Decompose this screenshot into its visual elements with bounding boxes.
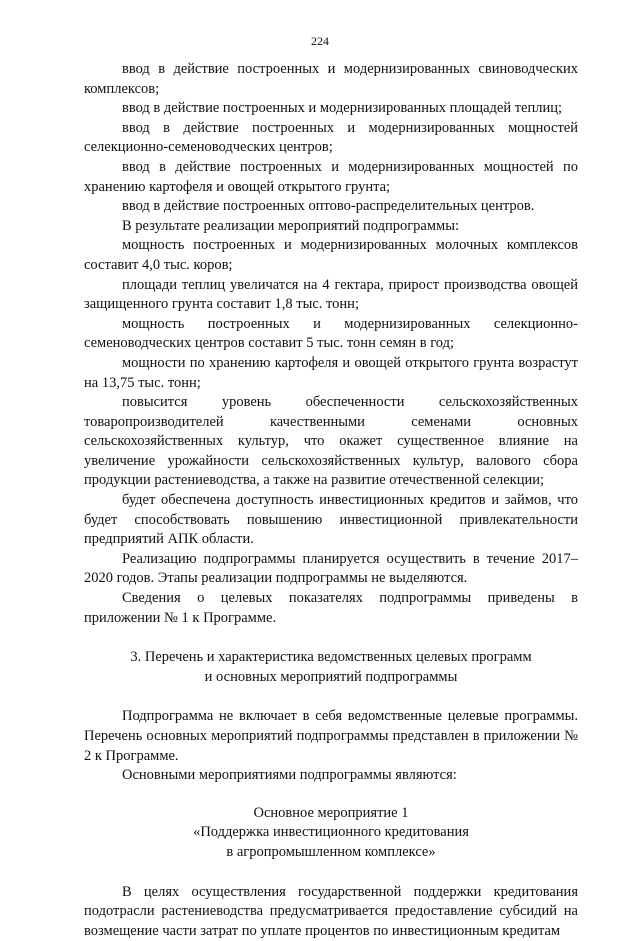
paragraph: В результате реализации мероприятий подпрограммы:: [122, 217, 459, 234]
paragraph: мощность построенных и модернизированных молочных комплексов составит 4,0 тыс. коров;: [84, 237, 578, 273]
activity-heading-line: Основное мероприятие 1: [253, 804, 409, 821]
paragraph: Сведения о целевых показателях подпрограммы приведены в приложении № 1 к Программе.: [84, 590, 578, 626]
activity-heading-line: «Поддержка инвестиционного кредитования: [193, 824, 469, 841]
paragraph: ввод в действие построенных и модернизированных площадей теплиц;: [122, 100, 563, 117]
spacer: [84, 863, 578, 883]
paragraph: Основными мероприятиями подпрограммы являются:: [122, 767, 457, 784]
paragraph: ввод в действие построенных и модернизированных свиноводческих комплексов;: [84, 61, 578, 97]
spacer: [84, 628, 578, 648]
paragraph: повысится уровень обеспеченности сельскохозяйственных товаропроизводителей качественными семенами основных сельскохозяйственных культур, что окажет существенное влияние на увеличение урожайности сельскохозяйственных культур, валового сбора продукции растениеводства, а также на развитие отечественной селекции;: [84, 394, 578, 489]
paragraph: площади теплиц увеличатся на 4 гектара, прирост производства овощей защищенного грунта составит 1,8 тыс. тонн;: [84, 276, 578, 313]
spacer: [84, 687, 578, 707]
section-heading-line: и основных мероприятий подпрограммы: [204, 668, 458, 685]
paragraph: В целях осуществления государственной поддержки кредитования подотрасли растениеводства предусматривается предоставление субсидий на возмещение части затрат по уплате процентов по инвестиционным кредитам: [84, 883, 578, 939]
paragraph: мощность построенных и модернизированных селекционно-семеноводческих центров составит 5 тыс. тонн семян в год;: [84, 315, 578, 352]
activity-heading: [84, 804, 578, 863]
paragraph: мощности по хранению картофеля и овощей открытого грунта возрастут на 13,75 тыс. тонн;: [84, 354, 578, 391]
paragraph: ввод в действие построенных и модернизированных мощностей по хранению картофеля и овощей открытого грунта;: [84, 158, 578, 195]
page-number: 224: [311, 34, 329, 48]
section-heading-line: 3. Перечень и характеристика ведомственных целевых программ: [130, 649, 532, 666]
activity-heading-line: в агропромышленном комплексе»: [226, 843, 436, 860]
section-heading: [84, 648, 578, 687]
paragraph: Подпрограмма не включает в себя ведомственные целевые программы. Перечень основных мероприятий подпрограммы представлен в приложении № 2 к Программе.: [84, 708, 578, 764]
paragraph: ввод в действие построенных и модернизированных мощностей селекционно-семеноводческих центров;: [84, 119, 578, 156]
paragraph: будет обеспечена доступность инвестиционных кредитов и займов, что будет способствовать повышению инвестиционной привлекательности предприятий АПК области.: [84, 492, 578, 548]
spacer: [84, 786, 578, 804]
paragraph: Реализацию подпрограммы планируется осуществить в течение 2017–2020 годов. Этапы реализации подпрограммы не выделяются.: [84, 550, 578, 587]
paragraph: ввод в действие построенных оптово-распределительных центров.: [122, 198, 535, 215]
document-body: [84, 60, 578, 941]
